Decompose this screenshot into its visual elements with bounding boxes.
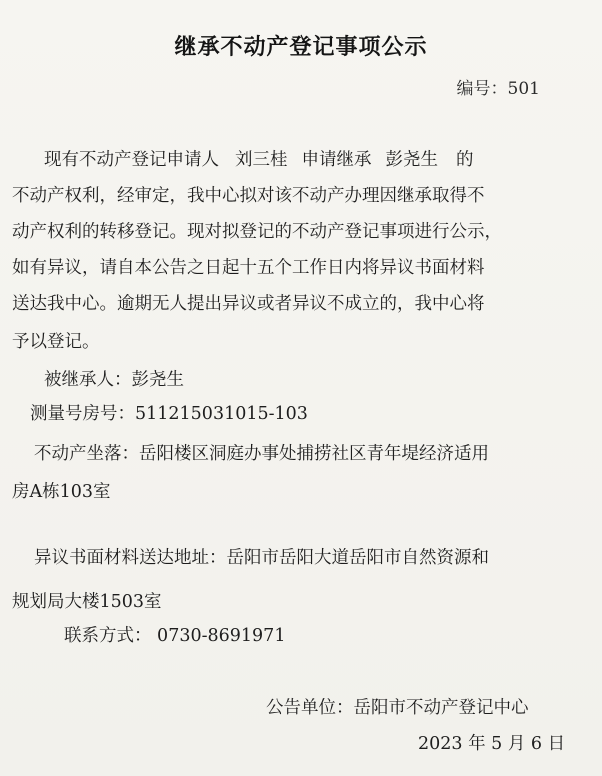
body-line-1-apply: 申请继承 bbox=[301, 150, 372, 170]
body-line-2: 不动产权利，经审定，我中心拟对该不动产办理因继承取得不 bbox=[12, 186, 485, 206]
body-line-4: 如有异议，请自本公告之日起十五个工作日内将异议书面材料 bbox=[12, 258, 485, 278]
body-line-3: 动产权利的转移登记。现对拟登记的不动产登记事项进行公示， bbox=[12, 222, 502, 242]
notice-date: 2023 年 5 月 6 日 bbox=[418, 734, 566, 754]
objection-address-line-1: 异议书面材料送达地址：岳阳市岳阳大道岳阳市自然资源和 bbox=[34, 548, 489, 568]
heir-name: 彭尧生 bbox=[385, 150, 438, 170]
body-line-6: 予以登记。 bbox=[12, 332, 100, 352]
body-line-5: 送达我中心。逾期无人提出异议或者异议不成立的，我中心将 bbox=[12, 294, 485, 314]
contact-field: 联系方式： 0730-8691971 bbox=[64, 626, 286, 646]
survey-number-field: 测量号房号：511215031015-103 bbox=[30, 404, 308, 424]
notice-title: 继承不动产登记事项公示 bbox=[174, 35, 428, 60]
location-field-line-1: 不动产坐落：岳阳楼区洞庭办事处捕捞社区青年堤经济适用 bbox=[34, 444, 489, 464]
body-line-1-intro: 现有不动产登记申请人 bbox=[44, 150, 219, 170]
decedent-field: 被继承人：彭尧生 bbox=[44, 370, 184, 390]
issuer: 公告单位：岳阳市不动产登记中心 bbox=[266, 698, 529, 718]
body-line-1-end: 的 bbox=[456, 150, 474, 170]
applicant-name: 刘三桂 bbox=[235, 150, 288, 170]
serial-number: 编号：501 bbox=[456, 79, 540, 99]
location-field-line-2: 房A栋103室 bbox=[12, 482, 111, 502]
objection-address-line-2: 规划局大楼1503室 bbox=[12, 592, 162, 612]
body-line-1 bbox=[44, 152, 584, 170]
